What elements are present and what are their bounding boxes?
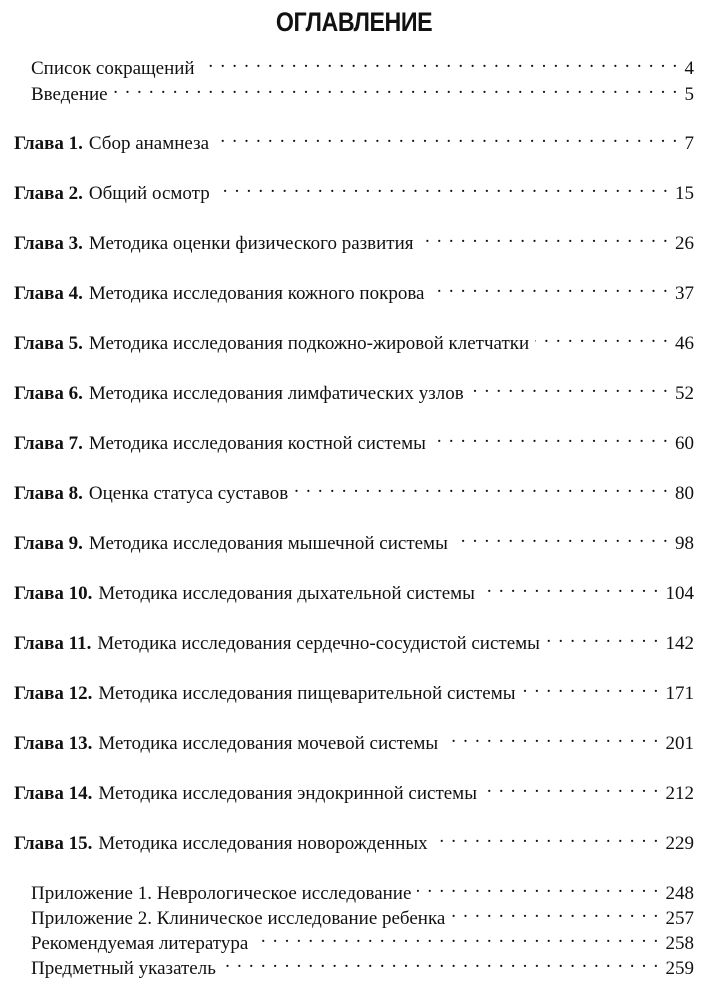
dot-leader — [546, 625, 660, 649]
toc-entry-chapter-3[interactable] — [14, 225, 694, 254]
dot-leader — [215, 125, 678, 149]
toc-entry-label: Введение — [31, 84, 108, 105]
toc-entry-label: Методика исследования эндокринной системы — [98, 783, 477, 804]
dot-leader — [454, 525, 669, 549]
toc-entry-page: 46 — [675, 333, 694, 354]
toc-entry-chapter-14[interactable] — [14, 775, 694, 804]
toc-entry-chapter-15[interactable] — [14, 825, 694, 854]
dot-leader — [432, 425, 669, 449]
dot-leader — [481, 575, 660, 599]
dot-leader — [294, 475, 669, 499]
toc-entry-page: 80 — [675, 483, 694, 504]
chapter-number: Глава 11. — [14, 633, 92, 654]
dot-leader — [201, 50, 679, 74]
dot-leader — [434, 825, 660, 849]
toc-entry-chapter-8[interactable] — [14, 475, 694, 504]
toc-entry-page: 7 — [684, 133, 694, 154]
chapter-number: Глава 2. — [14, 183, 83, 204]
toc-entry-chapter-6[interactable] — [14, 375, 694, 404]
chapter-number: Глава 3. — [14, 233, 83, 254]
toc-entry-page: 60 — [675, 433, 694, 454]
chapter-number: Глава 15. — [14, 833, 93, 854]
chapter-number: Глава 6. — [14, 383, 83, 404]
chapter-number: Глава 5. — [14, 333, 83, 354]
toc-entry-page: 212 — [665, 783, 694, 804]
toc-entry-label: Методика исследования мышечной системы — [88, 533, 448, 554]
toc-entry-page: 258 — [665, 933, 694, 954]
chapter-number: Глава 8. — [14, 483, 83, 504]
toc-entry-label: Методика исследования сердечно-сосудистой системы — [97, 633, 540, 654]
toc-entry-page: 37 — [675, 283, 694, 304]
toc-entry-chapter-11[interactable] — [14, 625, 694, 654]
toc-entry-chapter-4[interactable] — [14, 275, 694, 304]
toc-entry-label: Рекомендуемая литература — [31, 933, 249, 954]
dot-leader — [417, 875, 659, 899]
toc-entry-page: 259 — [665, 958, 694, 979]
dot-leader — [522, 675, 660, 699]
dot-leader — [216, 175, 669, 199]
toc-entry-label: Приложение 1. Неврологическое исследование — [31, 883, 412, 904]
dot-leader — [420, 225, 669, 249]
toc-entry-page: 171 — [665, 683, 694, 704]
toc-entry-chapter-13[interactable] — [14, 725, 694, 754]
toc-entry-label: Сбор анамнеза — [88, 133, 210, 154]
toc-entry-page: 257 — [665, 908, 694, 929]
toc-entry-page: 15 — [675, 183, 694, 204]
toc-entry-chapter-5[interactable] — [14, 325, 694, 354]
toc-entry-introduction[interactable] — [31, 76, 694, 105]
toc-entry-chapter-10[interactable] — [14, 575, 694, 604]
toc-entry-page: 142 — [665, 633, 694, 654]
toc-entry-literature[interactable] — [31, 925, 694, 954]
toc-entry-page: 229 — [665, 833, 694, 854]
chapter-number: Глава 10. — [14, 583, 93, 604]
toc-entry-page: 201 — [665, 733, 694, 754]
toc-entry-abbreviations[interactable] — [31, 50, 694, 79]
toc-entry-label: Методика исследования подкожно-жировой клетчатки — [88, 333, 530, 354]
toc-entry-appendix-1[interactable] — [31, 875, 694, 904]
toc-entry-label: Предметный указатель — [31, 958, 216, 979]
chapter-number: Глава 9. — [14, 533, 83, 554]
toc-entry-label: Оценка статуса суставов — [88, 483, 289, 504]
toc-entry-label: Методика исследования лимфатических узлов — [88, 383, 464, 404]
toc-entry-chapter-9[interactable] — [14, 525, 694, 554]
toc-entry-appendix-2[interactable] — [31, 900, 694, 929]
dot-leader — [535, 325, 669, 349]
toc-entry-label: Общий осмотр — [88, 183, 210, 204]
toc-entry-label: Методика исследования пищеварительной системы — [98, 683, 516, 704]
dot-leader — [430, 275, 669, 299]
toc-entry-chapter-2[interactable] — [14, 175, 694, 204]
chapter-number: Глава 12. — [14, 683, 93, 704]
toc-entry-page: 98 — [675, 533, 694, 554]
toc-entry-page: 104 — [665, 583, 694, 604]
toc-entry-label: Методика исследования костной системы — [88, 433, 426, 454]
dot-leader — [254, 925, 659, 949]
toc-entry-chapter-12[interactable] — [14, 675, 694, 704]
toc-entry-page: 5 — [684, 84, 694, 105]
chapter-number: Глава 7. — [14, 433, 83, 454]
dot-leader — [444, 725, 659, 749]
chapter-number: Глава 1. — [14, 133, 83, 154]
toc-entry-label: Методика оценки физического развития — [88, 233, 414, 254]
toc-entry-label: Приложение 2. Клиническое исследование ребенка — [31, 908, 446, 929]
toc-entry-page: 248 — [665, 883, 694, 904]
toc-entry-label: Методика исследования кожного покрова — [88, 283, 425, 304]
toc-entry-chapter-7[interactable] — [14, 425, 694, 454]
chapter-number: Глава 14. — [14, 783, 93, 804]
chapter-number: Глава 4. — [14, 283, 83, 304]
dot-leader — [222, 950, 660, 974]
toc-entry-label: Методика исследования мочевой системы — [98, 733, 439, 754]
toc-entry-subject-index[interactable] — [31, 950, 694, 979]
chapter-number: Глава 13. — [14, 733, 93, 754]
toc-entry-page: 26 — [675, 233, 694, 254]
toc-entry-label: Список сокращений — [31, 58, 195, 79]
toc-entry-page: 52 — [675, 383, 694, 404]
dot-leader — [114, 76, 679, 100]
toc-entry-page: 4 — [684, 58, 694, 79]
dot-leader — [483, 775, 660, 799]
page-title: ОГЛАВЛЕНИЕ — [275, 7, 433, 37]
toc-entry-label: Методика исследования дыхательной системы — [98, 583, 475, 604]
toc-entry-chapter-1[interactable] — [14, 125, 694, 154]
dot-leader — [451, 900, 659, 924]
toc-entry-label: Методика исследования новорожденных — [98, 833, 428, 854]
dot-leader — [470, 375, 669, 399]
